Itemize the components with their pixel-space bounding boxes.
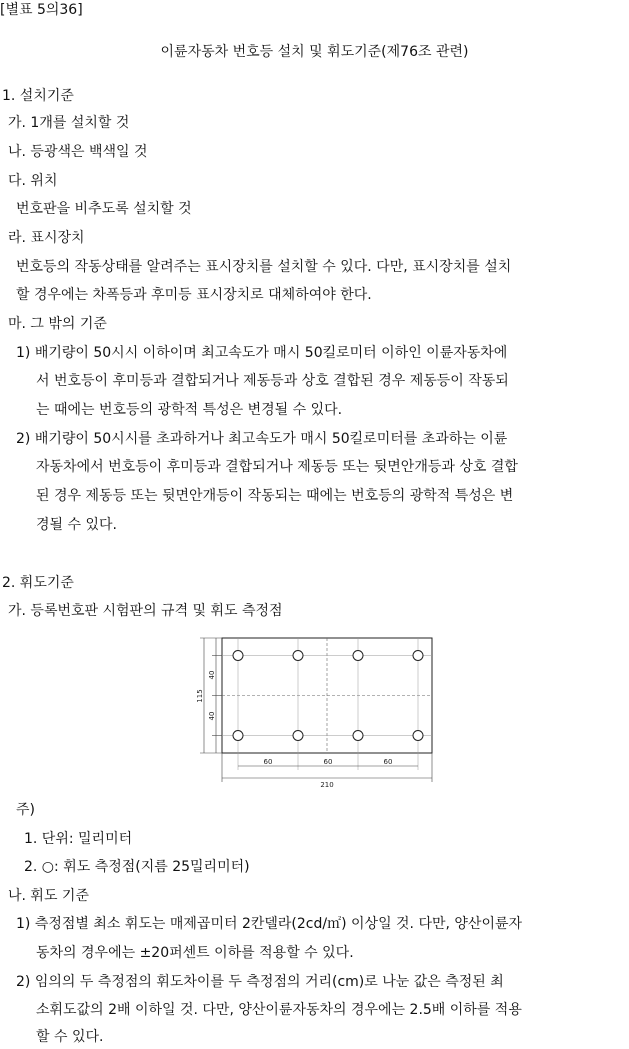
note-unit: 1. 단위: 밀리미터	[24, 831, 133, 847]
note-label: 주)	[16, 802, 35, 818]
section1-ma: 마. 그 밖의 기준	[8, 316, 107, 332]
measurement-point	[353, 731, 363, 741]
section1-da: 다. 위치	[8, 173, 58, 189]
section1-ma2-line3: 된 경우 제동등 또는 뒷면안개등이 작동되는 때에는 번호등의 광학적 특성은 변	[36, 488, 514, 504]
section2-na2-line2: 소휘도값의 2배 이하일 것. 다만, 양산이륜자동차의 경우에는 2.5배 이하를 적용	[36, 1002, 522, 1018]
note-measurement-point: 2. ○: 휘도 측정점(지름 25밀리미터)	[24, 859, 250, 875]
section1-na: 나. 등광색은 백색일 것	[8, 144, 148, 160]
measurement-point	[293, 651, 303, 661]
section1-ma2-line4: 경될 수 있다.	[36, 517, 117, 533]
section1-heading: 1. 설치기준	[2, 88, 74, 104]
dim-top-label: 40	[208, 670, 216, 680]
section1-ra-body-2: 할 경우에는 차폭등과 후미등 표시장치로 대체하여야 한다.	[16, 287, 372, 303]
measurement-point	[233, 651, 243, 661]
section2-na1-line1: 1) 측정점별 최소 휘도는 매제곱미터 2칸델라(2cd/㎡) 이상일 것. 다만, 양산이륜자	[16, 916, 523, 932]
section1-da-body: 번호판을 비추도록 설치할 것	[16, 201, 192, 217]
section2-heading: 2. 휘도기준	[2, 575, 74, 591]
section1-ma2-line1: 2) 배기량이 50시시를 초과하거나 최고속도가 매시 50킬로미터를 초과하는 이륜	[16, 431, 508, 447]
measurement-point	[233, 731, 243, 741]
measurement-point	[413, 651, 423, 661]
section1-ra: 라. 표시장치	[8, 230, 85, 246]
section2-na2-line1: 2) 임의의 두 측정점의 휘도차이를 두 측정점의 거리(cm)로 나눈 값은 측정된 최	[16, 974, 504, 990]
document-title: 이륜자동차 번호등 설치 및 휘도기준(제76조 관련)	[160, 44, 469, 60]
section2-na2-line3: 할 수 있다.	[36, 1029, 104, 1045]
test-plate-diagram	[196, 630, 436, 790]
section1-ra-body-1: 번호등의 작동상태를 알려주는 표시장치를 설치할 수 있다. 다만, 표시장치를 설치	[16, 259, 512, 275]
section2-na1-line2: 동차의 경우에는 ±20퍼센트 이하를 적용할 수 있다.	[36, 945, 354, 961]
dim-spacing-3-label: 60	[383, 758, 393, 766]
measurement-point	[413, 731, 423, 741]
section1-ma1-line1: 1) 배기량이 50시시 이하이며 최고속도가 매시 50킬로미터 이하인 이륜자동차에	[16, 345, 508, 361]
section1-ma1-line3: 는 때에는 번호등의 광학적 특성은 변경될 수 있다.	[36, 402, 343, 418]
dim-spacing-2-label: 60	[323, 758, 333, 766]
annex-label: [별표 5의36]	[0, 2, 83, 18]
section2-ga: 가. 등록번호판 시험판의 규격 및 휘도 측정점	[8, 603, 283, 619]
dim-height-label: 115	[196, 689, 204, 703]
dim-bottom-label: 40	[208, 711, 216, 721]
dim-spacing-1-label: 60	[263, 758, 273, 766]
measurement-point	[293, 731, 303, 741]
measurement-point	[353, 651, 363, 661]
section1-ma1-line2: 서 번호등이 후미등과 결합되거나 제동등과 상호 결합된 경우 제동등이 작동되	[36, 373, 509, 389]
section1-ga: 가. 1개를 설치할 것	[8, 115, 130, 131]
dim-width-label: 210	[320, 781, 334, 789]
section1-ma2-line2: 자동차에서 번호등이 후미등과 결합되거나 제동등 또는 뒷면안개등과 상호 결합	[36, 459, 518, 475]
section2-na: 나. 휘도 기준	[8, 888, 89, 904]
